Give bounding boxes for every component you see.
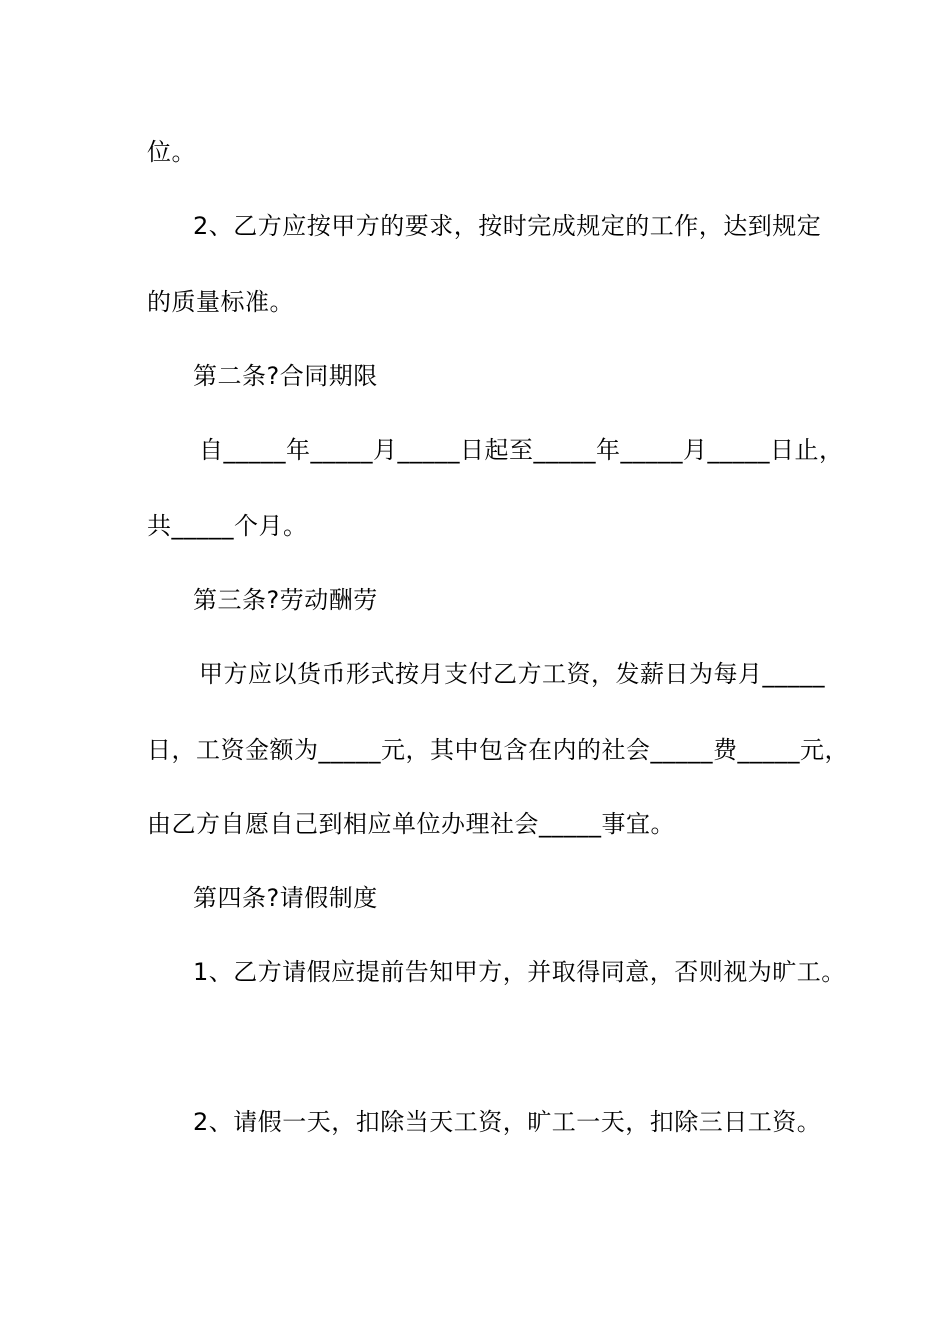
clause-item-2: 2、乙方应按甲方的要求，按时完成规定的工作，达到规定: [193, 212, 822, 240]
salary-paragraph-line: 日，工资金额为_____元，其中包含在内的社会_____费_____元，: [147, 736, 849, 764]
article-heading-2: 第二条?合同期限: [193, 362, 378, 390]
leave-rule-1: 1、乙方请假应提前告知甲方，并取得同意，否则视为旷工。: [193, 958, 846, 986]
article-heading-3: 第三条?劳动酬劳: [193, 586, 378, 614]
article-heading-4: 第四条?请假制度: [193, 884, 378, 912]
salary-paragraph-line: 甲方应以货币形式按月支付乙方工资，发薪日为每月_____: [199, 660, 825, 688]
salary-paragraph-line: 由乙方自愿自己到相应单位办理社会_____事宜。: [147, 810, 675, 838]
contract-term-line: 自_____年_____月_____日起至_____年_____月_____日止，: [199, 436, 844, 464]
leave-rule-2: 2、请假一天，扣除当天工资，旷工一天，扣除三日工资。: [193, 1108, 822, 1136]
text-line: 共_____个月。: [147, 512, 308, 540]
text-line: 的质量标准。: [147, 288, 294, 316]
text-line: 位。: [147, 138, 196, 166]
